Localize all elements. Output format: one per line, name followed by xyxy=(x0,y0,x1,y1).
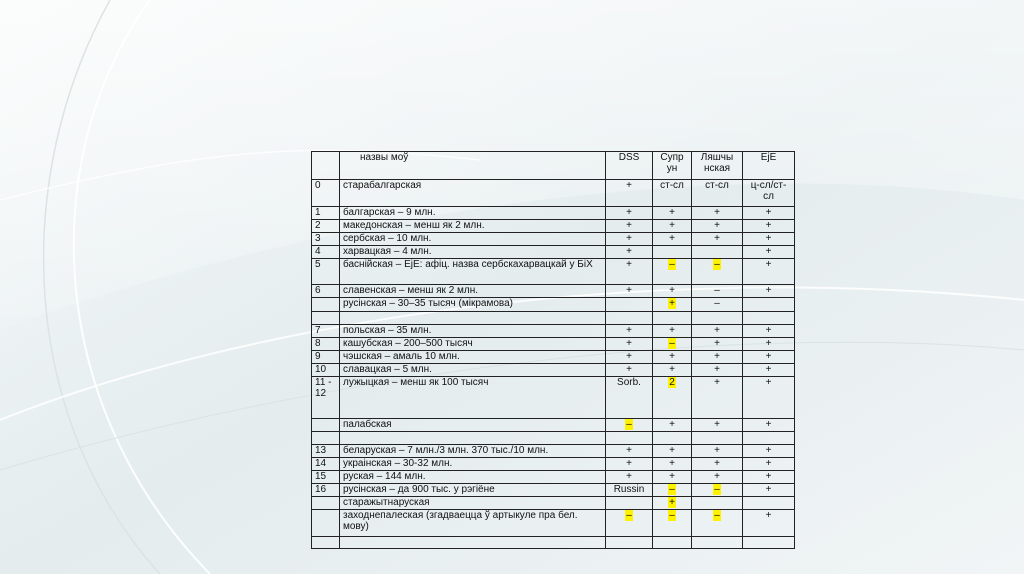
num-cell: 2 xyxy=(312,220,340,233)
num-cell: 0 xyxy=(312,180,340,207)
eje-cell: + xyxy=(743,484,795,497)
num-cell: 1 xyxy=(312,207,340,220)
dss-cell: + xyxy=(606,325,653,338)
dss-cell: + xyxy=(606,233,653,246)
lyash-cell: ст-сл xyxy=(692,180,743,207)
suprun-cell: + xyxy=(653,207,692,220)
highlight-mark: – xyxy=(626,419,632,430)
lyash-cell: – xyxy=(692,285,743,298)
name-cell: русінская – 30–35 тысяч (мікрамова) xyxy=(340,298,606,312)
name-cell xyxy=(340,432,606,445)
name-cell: баснійская – EjE: афіц. назва сербскахарвацкай у БіХ xyxy=(340,259,606,285)
table-header-row xyxy=(312,152,795,180)
table-row xyxy=(312,471,795,484)
highlight-mark: – xyxy=(669,484,675,495)
dss-cell: + xyxy=(606,285,653,298)
table-row xyxy=(312,484,795,497)
suprun-cell: + xyxy=(653,233,692,246)
name-cell: руская – 144 млн. xyxy=(340,471,606,484)
num-cell: 11 - 12 xyxy=(312,377,340,419)
num-cell: 14 xyxy=(312,458,340,471)
eje-cell xyxy=(743,432,795,445)
lyash-cell xyxy=(692,246,743,259)
table-row xyxy=(312,338,795,351)
table-row xyxy=(312,458,795,471)
eje-cell xyxy=(743,298,795,312)
table-row xyxy=(312,364,795,377)
dss-cell: + xyxy=(606,180,653,207)
table-row xyxy=(312,220,795,233)
dss-cell: Russin xyxy=(606,484,653,497)
table-row xyxy=(312,510,795,537)
name-cell: славенская – менш як 2 млн. xyxy=(340,285,606,298)
lyash-cell xyxy=(692,312,743,325)
suprun-cell xyxy=(653,312,692,325)
name-cell xyxy=(340,312,606,325)
suprun-cell: + xyxy=(653,419,692,432)
dss-cell xyxy=(606,312,653,325)
num-cell: 9 xyxy=(312,351,340,364)
num-cell xyxy=(312,312,340,325)
name-cell: заходнепалеская (згадваецца ў артыкуле пра бел. мову) xyxy=(340,510,606,537)
suprun-cell xyxy=(653,510,692,537)
table-row xyxy=(312,377,795,419)
dss-cell: + xyxy=(606,364,653,377)
eje-cell: + xyxy=(743,445,795,458)
name-cell: славацкая – 5 млн. xyxy=(340,364,606,377)
dss-cell: + xyxy=(606,207,653,220)
name-cell: старажытнаруская xyxy=(340,497,606,510)
name-cell: польская – 35 млн. xyxy=(340,325,606,338)
suprun-cell: + xyxy=(653,285,692,298)
suprun-cell: + xyxy=(653,445,692,458)
eje-cell: + xyxy=(743,377,795,419)
num-cell: 10 xyxy=(312,364,340,377)
header-dss-cell: DSS xyxy=(606,152,653,180)
suprun-cell xyxy=(653,338,692,351)
table-row xyxy=(312,207,795,220)
lyash-cell: + xyxy=(692,419,743,432)
table-row xyxy=(312,325,795,338)
suprun-cell: + xyxy=(653,458,692,471)
num-cell xyxy=(312,432,340,445)
num-cell: 8 xyxy=(312,338,340,351)
lyash-cell: + xyxy=(692,220,743,233)
name-cell: старабалгарская xyxy=(340,180,606,207)
name-cell: украінская – 30-32 млн. xyxy=(340,458,606,471)
eje-cell xyxy=(743,312,795,325)
eje-cell: + xyxy=(743,338,795,351)
num-cell: 6 xyxy=(312,285,340,298)
num-cell xyxy=(312,537,340,549)
num-cell: 13 xyxy=(312,445,340,458)
eje-cell: + xyxy=(743,351,795,364)
lyash-cell xyxy=(692,484,743,497)
dss-cell: + xyxy=(606,220,653,233)
lyash-cell: + xyxy=(692,351,743,364)
lyash-cell xyxy=(692,432,743,445)
lyash-cell xyxy=(692,497,743,510)
eje-cell xyxy=(743,497,795,510)
dss-cell: Sorb. xyxy=(606,377,653,419)
num-cell xyxy=(312,298,340,312)
name-cell: беларуская – 7 млн./3 млн. 370 тыс./10 млн. xyxy=(340,445,606,458)
name-cell: палабская xyxy=(340,419,606,432)
num-cell xyxy=(312,419,340,432)
languages-table xyxy=(311,151,795,549)
table-row xyxy=(312,419,795,432)
table-row xyxy=(312,233,795,246)
dss-cell xyxy=(606,497,653,510)
header-name-cell: назвы моў xyxy=(340,152,606,180)
dss-cell xyxy=(606,298,653,312)
eje-cell: + xyxy=(743,285,795,298)
table-row xyxy=(312,180,795,207)
dss-cell: + xyxy=(606,259,653,285)
eje-cell: + xyxy=(743,458,795,471)
suprun-cell: ст-сл xyxy=(653,180,692,207)
name-cell: лужыцкая – менш як 100 тысяч xyxy=(340,377,606,419)
table-row-empty xyxy=(312,537,795,549)
suprun-cell xyxy=(653,484,692,497)
table-row-empty xyxy=(312,432,795,445)
highlight-mark: – xyxy=(714,259,720,270)
name-cell: кашубская – 200–500 тысяч xyxy=(340,338,606,351)
highlight-mark: – xyxy=(714,510,720,521)
highlight-mark: – xyxy=(626,510,632,521)
num-cell: 3 xyxy=(312,233,340,246)
highlight-mark: + xyxy=(669,497,675,508)
lyash-cell: + xyxy=(692,471,743,484)
num-cell: 7 xyxy=(312,325,340,338)
num-cell: 15 xyxy=(312,471,340,484)
highlight-mark: – xyxy=(669,259,675,270)
lyash-cell xyxy=(692,537,743,549)
dss-cell: + xyxy=(606,246,653,259)
eje-cell: + xyxy=(743,325,795,338)
suprun-cell: + xyxy=(653,471,692,484)
name-cell: македонская – менш як 2 млн. xyxy=(340,220,606,233)
table-row-empty xyxy=(312,312,795,325)
eje-cell: + xyxy=(743,259,795,285)
table-row xyxy=(312,497,795,510)
suprun-cell: + xyxy=(653,364,692,377)
suprun-cell xyxy=(653,377,692,419)
lyash-cell: – xyxy=(692,298,743,312)
suprun-cell xyxy=(653,298,692,312)
lyash-cell: + xyxy=(692,207,743,220)
table-row xyxy=(312,259,795,285)
lyash-cell: + xyxy=(692,364,743,377)
suprun-cell xyxy=(653,259,692,285)
num-cell: 16 xyxy=(312,484,340,497)
num-cell: 4 xyxy=(312,246,340,259)
table-row xyxy=(312,351,795,364)
name-cell: русінская – да 900 тыс. у рэгіёне xyxy=(340,484,606,497)
eje-cell: + xyxy=(743,220,795,233)
table-row xyxy=(312,445,795,458)
eje-cell: + xyxy=(743,207,795,220)
lyash-cell: + xyxy=(692,458,743,471)
eje-cell: + xyxy=(743,246,795,259)
highlight-mark: – xyxy=(669,338,675,349)
dss-cell: + xyxy=(606,471,653,484)
highlight-mark: + xyxy=(669,298,675,309)
dss-cell xyxy=(606,537,653,549)
lyash-cell xyxy=(692,259,743,285)
dss-cell xyxy=(606,432,653,445)
eje-cell xyxy=(743,537,795,549)
table-row xyxy=(312,246,795,259)
eje-cell: + xyxy=(743,233,795,246)
highlight-mark: 2 xyxy=(669,377,675,388)
eje-cell: ц-сл/ст-сл xyxy=(743,180,795,207)
dss-cell: + xyxy=(606,458,653,471)
highlight-mark: – xyxy=(669,510,675,521)
dss-cell xyxy=(606,419,653,432)
dss-cell xyxy=(606,510,653,537)
lyash-cell: + xyxy=(692,377,743,419)
header-suprun-cell: Супр ун xyxy=(653,152,692,180)
suprun-cell: + xyxy=(653,220,692,233)
dss-cell: + xyxy=(606,338,653,351)
name-cell: сербская – 10 млн. xyxy=(340,233,606,246)
header-eje-cell: EjE xyxy=(743,152,795,180)
suprun-cell xyxy=(653,432,692,445)
name-cell: чэшская – амаль 10 млн. xyxy=(340,351,606,364)
eje-cell: + xyxy=(743,471,795,484)
lyash-cell: + xyxy=(692,233,743,246)
highlight-mark: – xyxy=(714,484,720,495)
suprun-cell xyxy=(653,537,692,549)
name-cell: балгарская – 9 млн. xyxy=(340,207,606,220)
eje-cell: + xyxy=(743,364,795,377)
name-cell xyxy=(340,537,606,549)
table-row xyxy=(312,298,795,312)
lyash-cell: + xyxy=(692,325,743,338)
table-row xyxy=(312,285,795,298)
lyash-cell xyxy=(692,510,743,537)
suprun-cell: + xyxy=(653,351,692,364)
num-cell xyxy=(312,497,340,510)
suprun-cell: + xyxy=(653,325,692,338)
lyash-cell: + xyxy=(692,445,743,458)
lyash-cell: + xyxy=(692,338,743,351)
dss-cell: + xyxy=(606,445,653,458)
suprun-cell xyxy=(653,497,692,510)
header-lyash-cell: Ляшчы нская xyxy=(692,152,743,180)
suprun-cell xyxy=(653,246,692,259)
num-cell xyxy=(312,510,340,537)
dss-cell: + xyxy=(606,351,653,364)
eje-cell: + xyxy=(743,419,795,432)
header-num-cell xyxy=(312,152,340,180)
num-cell: 5 xyxy=(312,259,340,285)
eje-cell: + xyxy=(743,510,795,537)
name-cell: харвацкая – 4 млн. xyxy=(340,246,606,259)
